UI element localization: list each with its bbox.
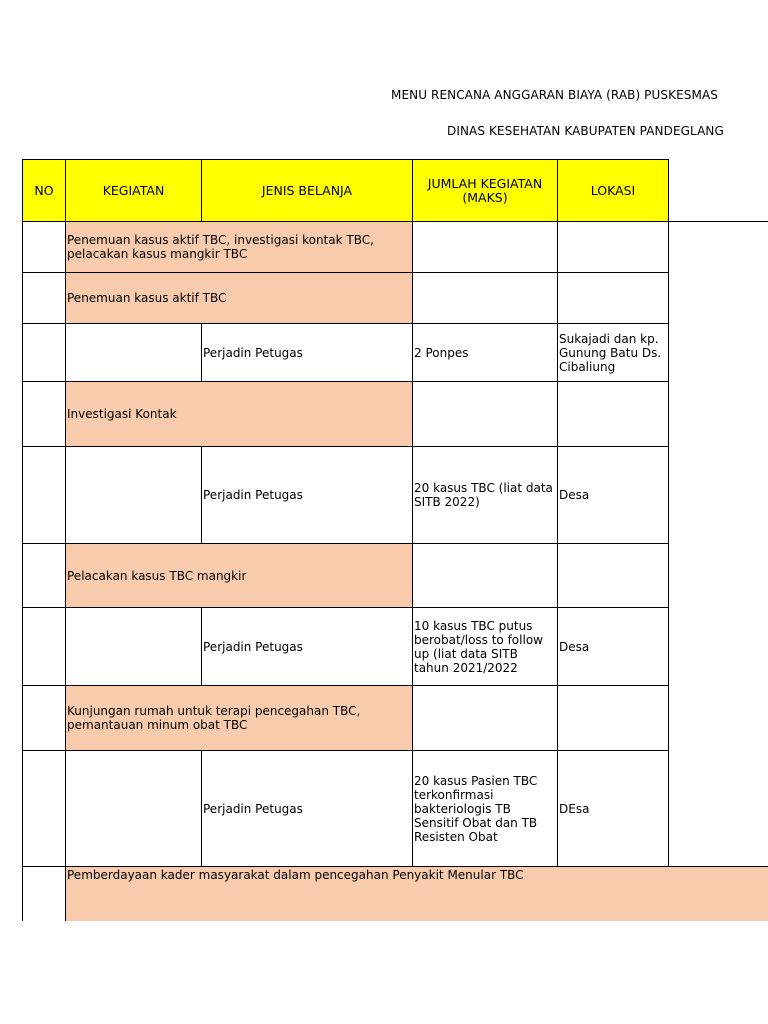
- table-row: [23, 447, 768, 544]
- cell-jumlah: [413, 273, 558, 324]
- cell-lokasi: Sukajadi dan kp. Gunung Batu Ds. Cibaliung: [558, 324, 669, 382]
- cell-jumlah: [413, 544, 558, 608]
- cell-kegiatan: [66, 608, 202, 686]
- cell-no: [23, 751, 66, 867]
- cell-overflow: [669, 447, 768, 544]
- cell-overflow: [669, 222, 768, 273]
- cell-jumlah: [413, 686, 558, 751]
- rab-spreadsheet: [22, 159, 768, 921]
- table-row: [23, 273, 768, 324]
- cell-overflow: [669, 324, 768, 382]
- cell-kegiatan: [66, 751, 202, 867]
- cell-jenis-belanja: Perjadin Petugas: [202, 447, 413, 544]
- cell-kegiatan-group: Penemuan kasus aktif TBC: [66, 273, 413, 324]
- cell-overflow: [669, 273, 768, 324]
- table-row: [23, 382, 768, 447]
- rab-table: [22, 159, 768, 921]
- cell-no: [23, 686, 66, 751]
- cell-lokasi: Desa: [558, 447, 669, 544]
- cell-jumlah: [413, 382, 558, 447]
- cell-jumlah: 10 kasus TBC putus berobat/loss to follow up (liat data SITB tahun 2021/2022: [413, 608, 558, 686]
- table-row: [23, 544, 768, 608]
- cell-lokasi: [558, 382, 669, 447]
- cell-no: [23, 608, 66, 686]
- cell-kegiatan-group-wide: Pemberdayaan kader masyarakat dalam pencegahan Penyakit Menular TBC: [66, 867, 768, 922]
- cell-kegiatan-group: Pelacakan kasus TBC mangkir: [66, 544, 413, 608]
- table-row: [23, 686, 768, 751]
- col-header-overflow: [669, 160, 768, 222]
- cell-lokasi: [558, 686, 669, 751]
- cell-overflow: [669, 382, 768, 447]
- header-row: [23, 160, 768, 222]
- cell-overflow: [669, 544, 768, 608]
- cell-lokasi: Desa: [558, 608, 669, 686]
- table-row: [23, 751, 768, 867]
- cell-lokasi: [558, 273, 669, 324]
- cell-no: [23, 222, 66, 273]
- cell-kegiatan-group: Investigasi Kontak: [66, 382, 413, 447]
- cell-jumlah: [413, 222, 558, 273]
- table-row: [23, 324, 768, 382]
- cell-overflow: [669, 751, 768, 867]
- cell-kegiatan-group: Kunjungan rumah untuk terapi pencegahan TBC, pemantauan minum obat TBC: [66, 686, 413, 751]
- table-row: [23, 608, 768, 686]
- cell-jumlah: 20 kasus Pasien TBC terkonfirmasi bakteriologis TB Sensitif Obat dan TB Resisten Obat: [413, 751, 558, 867]
- cell-no: [23, 273, 66, 324]
- cell-jenis-belanja: Perjadin Petugas: [202, 608, 413, 686]
- cell-jenis-belanja: Perjadin Petugas: [202, 751, 413, 867]
- col-header-jumlah-kegiatan: JUMLAH KEGIATAN (MAKS): [413, 160, 558, 222]
- col-header-jenis-belanja: JENIS BELANJA: [202, 160, 413, 222]
- col-header-no: NO: [23, 160, 66, 222]
- cell-overflow: [669, 608, 768, 686]
- cell-no: [23, 324, 66, 382]
- col-header-lokasi: LOKASI: [558, 160, 669, 222]
- cell-lokasi: [558, 222, 669, 273]
- cell-lokasi: [558, 544, 669, 608]
- cell-no: [23, 867, 66, 922]
- document-subtitle: DINAS KESEHATAN KABUPATEN PANDEGLANG: [447, 124, 724, 138]
- cell-jumlah: 20 kasus TBC (liat data SITB 2022): [413, 447, 558, 544]
- table-row: [23, 867, 768, 922]
- cell-overflow: [669, 686, 768, 751]
- cell-kegiatan-group: Penemuan kasus aktif TBC, investigasi kontak TBC, pelacakan kasus mangkir TBC: [66, 222, 413, 273]
- table-row: [23, 222, 768, 273]
- cell-kegiatan: [66, 324, 202, 382]
- cell-jenis-belanja: Perjadin Petugas: [202, 324, 413, 382]
- col-header-kegiatan: KEGIATAN: [66, 160, 202, 222]
- document-title: MENU RENCANA ANGGARAN BIAYA (RAB) PUSKESMAS: [391, 88, 718, 102]
- cell-no: [23, 382, 66, 447]
- cell-jumlah: 2 Ponpes: [413, 324, 558, 382]
- cell-no: [23, 447, 66, 544]
- cell-no: [23, 544, 66, 608]
- cell-kegiatan: [66, 447, 202, 544]
- cell-lokasi: DEsa: [558, 751, 669, 867]
